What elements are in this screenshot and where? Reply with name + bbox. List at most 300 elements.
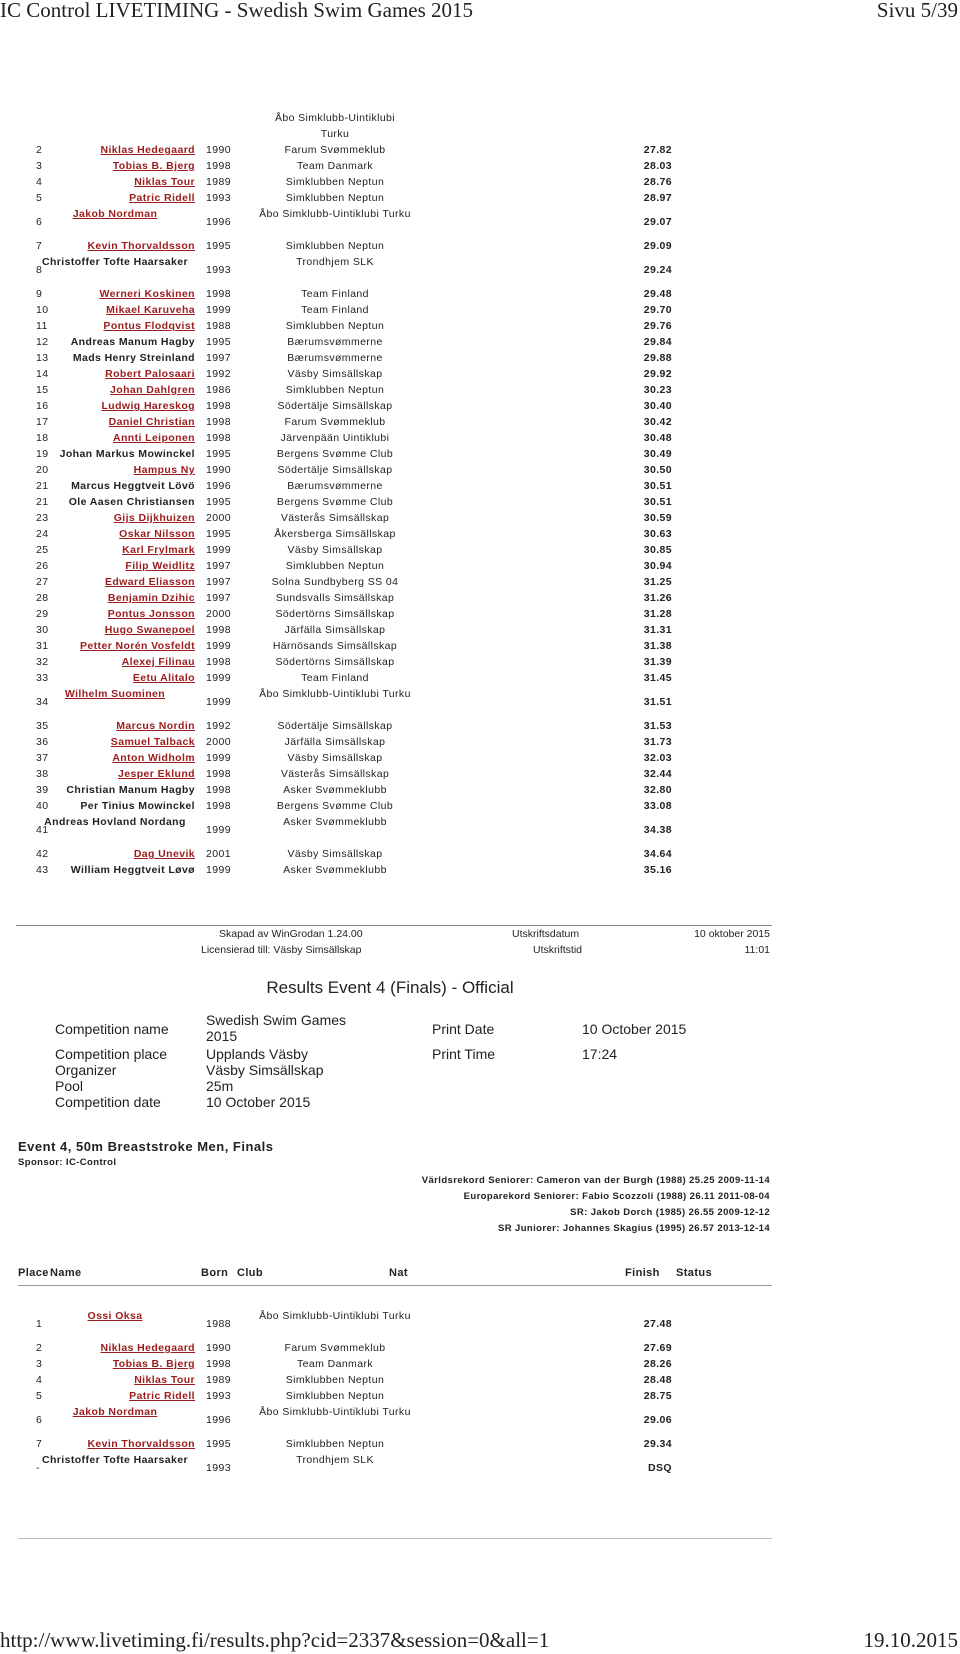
swimmer-link[interactable]: Wilhelm Suominen [64,688,166,700]
swimmer-link[interactable]: Tobias B. Bjerg [112,1358,195,1370]
swimmer-link[interactable]: Kevin Thorvaldsson [87,240,195,252]
place-cell: 35 [36,720,49,732]
finish-time: 30.50 [643,464,672,476]
print-time-value: 17:24 [582,1046,618,1062]
club-cell: Simklubben Neptun [285,320,385,332]
born-cell: 1998 [206,160,231,172]
club-cell: Asker Svømmeklubb [283,816,387,828]
born-cell: 1993 [206,1390,231,1402]
club-cell: Södertörns Simsällskap [275,608,395,620]
swimmer-link[interactable]: Benjamin Dzihic [107,592,195,604]
club-cell: Simklubben Neptun [285,1390,385,1402]
swimmer-name [114,510,195,526]
born-cell: 1998 [206,624,231,636]
swimmer-name [119,526,195,542]
swimmer-name [113,1356,195,1372]
swimmer-link[interactable]: Johan Dahlgren [110,384,195,396]
swimmer-link[interactable]: Anton Widholm [112,752,195,764]
club-cell: Team Finland [301,304,369,316]
records-list [422,1173,770,1237]
table-row [0,142,780,158]
born-cell: 1995 [206,240,231,252]
club-cell: Västerås Simsällskap [280,768,390,780]
swimmer-name: William Heggtveit Løvø [70,864,195,876]
finish-time: 27.69 [643,1342,672,1354]
swimmer-link[interactable]: Niklas Hedegaard [100,1342,195,1354]
place-cell: 29 [36,608,49,620]
swimmer-name: Christoffer Tofte Haarsaker [42,256,188,268]
table-row [0,638,780,654]
swimmer-name: Marcus Heggtveit Lövö [71,480,195,492]
swimmer-link[interactable]: Petter Norén Vosfeldt [80,640,195,652]
place-cell: 20 [36,464,49,476]
club-cell: Södertälje Simsällskap [277,720,393,732]
born-cell: 1999 [206,696,231,708]
finish-time: 31.28 [643,608,672,620]
place-cell: 5 [36,1390,43,1402]
swimmer-link[interactable]: Eetu Alitalo [132,672,195,684]
born-cell: 1997 [206,576,231,588]
table-row [0,126,780,142]
table-row [0,686,780,718]
club-cell: Asker Svømmeklubb [283,864,387,876]
finish-time: 29.07 [643,216,672,228]
finish-time: 29.88 [643,352,672,364]
club-cell: Södertörns Simsällskap [275,656,395,668]
competition-date-value: 10 October 2015 [206,1094,311,1110]
born-cell: 1992 [206,720,231,732]
table-row [0,254,780,286]
table-row [0,1404,780,1436]
swimmer-link[interactable]: Niklas Tour [134,176,195,188]
club-cell: Södertälje Simsällskap [277,400,393,412]
print-time-label: Utskriftstid [533,944,583,956]
place-cell: 1 [36,1318,43,1330]
finish-time: 30.59 [643,512,672,524]
swimmer-name [100,142,195,158]
club-cell: Trondhjem SLK [296,1454,374,1466]
finish-time: 31.39 [643,656,672,668]
club-cell: Trondhjem SLK [296,256,374,268]
born-cell: 1999 [206,544,231,556]
club-cell: Team Finland [301,672,369,684]
club-cell: Väsby Simsällskap [287,848,383,860]
finish-time: 32.80 [643,784,672,796]
born-cell: 1998 [206,400,231,412]
born-cell: 1996 [206,1414,231,1426]
club-cell: Åbo Simklubb-Uintiklubi Turku [259,208,411,220]
swimmer-link[interactable]: Tobias B. Bjerg [112,160,195,172]
club-cell: Härnösands Simsällskap [272,640,398,652]
swimmer-name [129,1388,195,1404]
swimmer-link[interactable]: Hugo Swanepoel [104,624,195,636]
born-cell: 1988 [206,320,231,332]
club-cell: Turku [320,128,350,140]
finish-time: 31.51 [643,696,672,708]
finish-time: 34.38 [643,824,672,836]
club-cell: Åbo Simklubb-Uintiklubi Turku [259,1406,411,1418]
swimmer-name [134,462,195,478]
swimmer-link[interactable]: Gijs Dijkhuizen [113,512,195,524]
place-cell: 4 [36,176,43,188]
place-cell: 9 [36,288,43,300]
born-cell: 1992 [206,368,231,380]
club-cell: Simklubben Neptun [285,192,385,204]
born-cell: 1999 [206,864,231,876]
club-cell: Simklubben Neptun [285,384,385,396]
table-row [0,1436,780,1452]
created-by: Skapad av WinGrodan 1.24.00 [219,928,363,940]
swimmer-name: Ole Aasen Christiansen [68,496,195,508]
finish-time: 30.85 [643,544,672,556]
finish-time: 29.48 [643,288,672,300]
results-table-previous-event [0,110,780,878]
club-cell: Bergens Svømme Club [276,496,394,508]
swimmer-link[interactable]: Patric Ridell [129,1390,195,1402]
born-cell: 1999 [206,304,231,316]
column-headers [18,1265,772,1286]
finish-time: 30.51 [643,496,672,508]
finish-time: 30.63 [643,528,672,540]
place-cell: 40 [36,800,49,812]
swimmer-link[interactable]: Jesper Eklund [118,768,195,780]
swimmer-link[interactable]: Niklas Hedegaard [100,144,195,156]
table-row [0,574,780,590]
table-row [0,350,780,366]
finish-time: 28.26 [643,1358,672,1370]
table-row [0,478,780,494]
table-row [0,798,780,814]
table-row [0,414,780,430]
page-title: IC Control LIVETIMING - Swedish Swim Games 2015 [0,0,474,22]
table-row [0,670,780,686]
swimmer-link[interactable]: Jakob Nordman [72,208,158,220]
place-cell: 3 [36,1358,43,1370]
table-row [0,302,780,318]
swimmer-link[interactable]: Werneri Koskinen [99,288,195,300]
born-cell: 1997 [206,352,231,364]
place-cell: 43 [36,864,49,876]
swimmer-name [111,734,195,750]
swimmer-name [87,1436,195,1452]
table-row [0,382,780,398]
finish-time: 31.38 [643,640,672,652]
finish-time: 29.09 [643,240,672,252]
table-row [0,318,780,334]
swimmer-link[interactable]: Daniel Christian [108,416,195,428]
table-row [0,286,780,302]
club-cell: Asker Svømmeklubb [283,784,387,796]
organizer-label: Organizer [55,1062,117,1078]
swimmer-name [105,366,195,382]
born-cell: 1997 [206,560,231,572]
club-cell: Åbo Simklubb-Uintiklubi Turku [259,688,411,700]
club-cell: Bærumsvømmerne [287,336,383,348]
swimmer-link[interactable]: Samuel Talback [110,736,195,748]
col-club: Club [237,1267,264,1279]
table-row [0,158,780,174]
swimmer-name [110,382,195,398]
swimmer-link[interactable]: Alexej Filinau [121,656,195,668]
born-cell: 1998 [206,656,231,668]
place-cell: 19 [36,448,49,460]
club-cell: Team Danmark [297,160,373,172]
finish-time: 31.26 [643,592,672,604]
col-born: Born [201,1267,229,1279]
born-cell: 1990 [206,1342,231,1354]
swimmer-name [108,590,195,606]
table-row [0,782,780,798]
table-row [0,734,780,750]
place-cell: 5 [36,192,43,204]
born-cell: 1995 [206,448,231,460]
club-cell: Solna Sundbyberg SS 04 [271,576,399,588]
finish-time: 29.70 [643,304,672,316]
results-table-event-4 [0,1308,780,1484]
swimmer-name [122,542,195,558]
place-cell: 4 [36,1374,43,1386]
table-row [0,526,780,542]
place-cell: 28 [36,592,49,604]
swimmer-link[interactable]: Hampus Ny [133,464,195,476]
swimmer-link[interactable]: Niklas Tour [134,1374,195,1386]
swimmer-link[interactable]: Ludwig Hareskog [101,400,195,412]
club-cell: Åkersberga Simsällskap [274,528,396,540]
club-cell: Bærumsvømmerne [287,352,383,364]
club-continuation: Åbo Simklubb-Uintiklubi [274,112,396,124]
swimmer-name [122,654,195,670]
print-date-value: 10 October 2015 [582,1021,687,1037]
swimmer-link[interactable]: Edward Eliasson [104,576,195,588]
finish-time: 31.25 [643,576,672,588]
finish-time: 30.23 [643,384,672,396]
swimmer-link[interactable]: Filip Weidlitz [125,560,195,572]
finish-time: 29.34 [643,1438,672,1450]
place-cell: 2 [36,1342,43,1354]
swimmer-name [112,750,195,766]
club-cell: Farum Svømmeklub [284,416,386,428]
swimmer-link[interactable]: Annti Leiponen [112,432,195,444]
born-cell: 1997 [206,592,231,604]
finish-time: 31.73 [643,736,672,748]
table-row [0,590,780,606]
table-row [0,238,780,254]
table-row [0,446,780,462]
born-cell: 2001 [206,848,231,860]
swimmer-link[interactable]: Kevin Thorvaldsson [87,1438,195,1450]
competition-place-value: Upplands Väsby [206,1046,308,1062]
finish-time: 30.49 [643,448,672,460]
swimmer-link[interactable]: Jakob Nordman [72,1406,158,1418]
born-cell: 1986 [206,384,231,396]
swimmer-name [133,670,195,686]
table-row [0,1340,780,1356]
record-line: Europarekord Seniorer: Fabio Scozzoli (1988) 26.11 2011-08-04 [463,1191,770,1202]
col-place: Place [18,1267,49,1279]
record-line: SR Juniorer: Johannes Skagius (1995) 26.57 2013-12-14 [497,1223,770,1234]
born-cell: 1993 [206,264,231,276]
finish-time: 29.92 [643,368,672,380]
table-row [0,766,780,782]
club-cell: Väsby Simsällskap [287,368,383,380]
club-cell: Väsby Simsällskap [287,544,383,556]
swimmer-name [125,558,195,574]
place-cell: 2 [36,144,43,156]
born-cell: 1995 [206,528,231,540]
swimmer-link[interactable]: Pontus Flodqvist [103,320,195,332]
swimmer-link[interactable]: Pontus Jonsson [107,608,195,620]
place-cell: 21 [36,480,49,492]
page-header [0,0,960,26]
swimmer-name [35,1404,195,1420]
born-cell: 1998 [206,288,231,300]
table-row [0,718,780,734]
table-row [0,1356,780,1372]
finish-time: 29.84 [643,336,672,348]
swimmer-name [35,206,195,222]
page-number: Sivu 5/39 [876,0,958,22]
place-cell: 10 [36,304,49,316]
club-cell: Väsby Simsällskap [287,752,383,764]
finish-time: 30.51 [643,480,672,492]
place-cell: 6 [36,1414,43,1426]
club-cell: Järvenpään Uintiklubi [280,432,390,444]
swimmer-name [100,286,195,302]
competition-name-line1: Swedish Swim Games [206,1012,347,1028]
col-nat: Nat [389,1267,408,1279]
club-cell: Simklubben Neptun [285,1438,385,1450]
table-row [0,1388,780,1404]
born-cell: 1998 [206,768,231,780]
place-cell: 41 [36,824,49,836]
swimmer-name [103,318,195,334]
club-cell: Järfälla Simsällskap [284,736,386,748]
swimmer-link[interactable]: Mikael Karuveha [106,304,195,316]
swimmer-name [108,606,195,622]
born-cell: 2000 [206,608,231,620]
licensed-to: Licensierad till: Väsby Simsällskap [201,944,362,956]
finish-time: 31.45 [643,672,672,684]
born-cell: 2000 [206,736,231,748]
finish-time: 29.06 [643,1414,672,1426]
swimmer-link[interactable]: Ossi Oksa [87,1310,143,1322]
table-row [0,462,780,478]
table-row [0,846,780,862]
col-status: Status [676,1267,713,1279]
swimmer-name [118,766,195,782]
swimmer-link[interactable]: Patric Ridell [129,192,195,204]
born-cell: 1999 [206,752,231,764]
table-row [0,174,780,190]
sponsor: Sponsor: IC-Control [18,1157,117,1168]
swimmer-link[interactable]: Robert Palosaari [105,368,195,380]
table-row [0,190,780,206]
print-time-value: 11:01 [744,944,770,956]
table-row [0,862,780,878]
finish-time: 35.16 [643,864,672,876]
swimmer-name [134,1372,195,1388]
swimmer-link[interactable]: Dag Unevik [133,848,195,860]
print-date-label: Print Date [432,1021,495,1037]
born-cell: 1995 [206,1438,231,1450]
finish-time: 28.97 [643,192,672,204]
table-row [0,542,780,558]
swimmer-name: Mads Henry Streinland [72,352,195,364]
finish-time: 31.53 [643,720,672,732]
swimmer-name [134,174,195,190]
born-cell: 1998 [206,416,231,428]
swimmer-link[interactable]: Oskar Nilsson [119,528,195,540]
pool-label: Pool [55,1078,84,1094]
finish-time: 28.48 [643,1374,672,1386]
club-cell: Simklubben Neptun [285,560,385,572]
finish-time: 32.44 [643,768,672,780]
table-row [0,1308,780,1340]
swimmer-name [113,430,195,446]
swimmer-link[interactable]: Marcus Nordin [116,720,195,732]
born-cell: 1998 [206,432,231,444]
place-cell: 38 [36,768,49,780]
place-cell: 8 [36,264,43,276]
print-date-value: 10 oktober 2015 [694,928,770,940]
club-cell: Södertälje Simsällskap [277,464,393,476]
born-cell: 1993 [206,192,231,204]
finish-time: 29.24 [643,264,672,276]
place-cell: 32 [36,656,49,668]
place-cell: 16 [36,400,49,412]
swimmer-name [109,414,195,430]
place-cell: 42 [36,848,49,860]
swimmer-name: Per Tinius Mowinckel [80,800,195,812]
place-cell: 37 [36,752,49,764]
finish-time: 27.48 [643,1318,672,1330]
finish-time: 31.31 [643,624,672,636]
table-row [0,1372,780,1388]
signoff-block [16,925,772,958]
table-row [0,814,780,846]
col-name: Name [50,1267,82,1279]
competition-place-label: Competition place [55,1046,168,1062]
page-footer [0,1628,960,1654]
table-row [0,366,780,382]
place-cell: 7 [36,240,43,252]
divider [18,1538,772,1539]
table-row [0,654,780,670]
record-line: SR: Jakob Dorch (1985) 26.55 2009-12-12 [570,1207,770,1218]
swimmer-name [129,190,195,206]
club-cell: Simklubben Neptun [285,176,385,188]
swimmer-name [35,1308,195,1324]
swimmer-name [105,574,195,590]
table-row [0,334,780,350]
table-row [0,606,780,622]
table-row [0,1452,780,1484]
competition-name-label: Competition name [55,1021,169,1037]
born-cell: 1999 [206,672,231,684]
finish-time: 28.76 [643,176,672,188]
finish-time: 33.08 [643,800,672,812]
finish-time: 30.48 [643,432,672,444]
finish-time: 32.03 [643,752,672,764]
table-row [0,750,780,766]
page-date: 19.10.2015 [863,1628,958,1652]
swimmer-name [106,302,195,318]
finish-time: 28.75 [643,1390,672,1402]
born-cell: 1999 [206,824,231,836]
place-cell: 23 [36,512,49,524]
finish-time: 27.82 [643,144,672,156]
swimmer-link[interactable]: Karl Frylmark [122,544,195,556]
